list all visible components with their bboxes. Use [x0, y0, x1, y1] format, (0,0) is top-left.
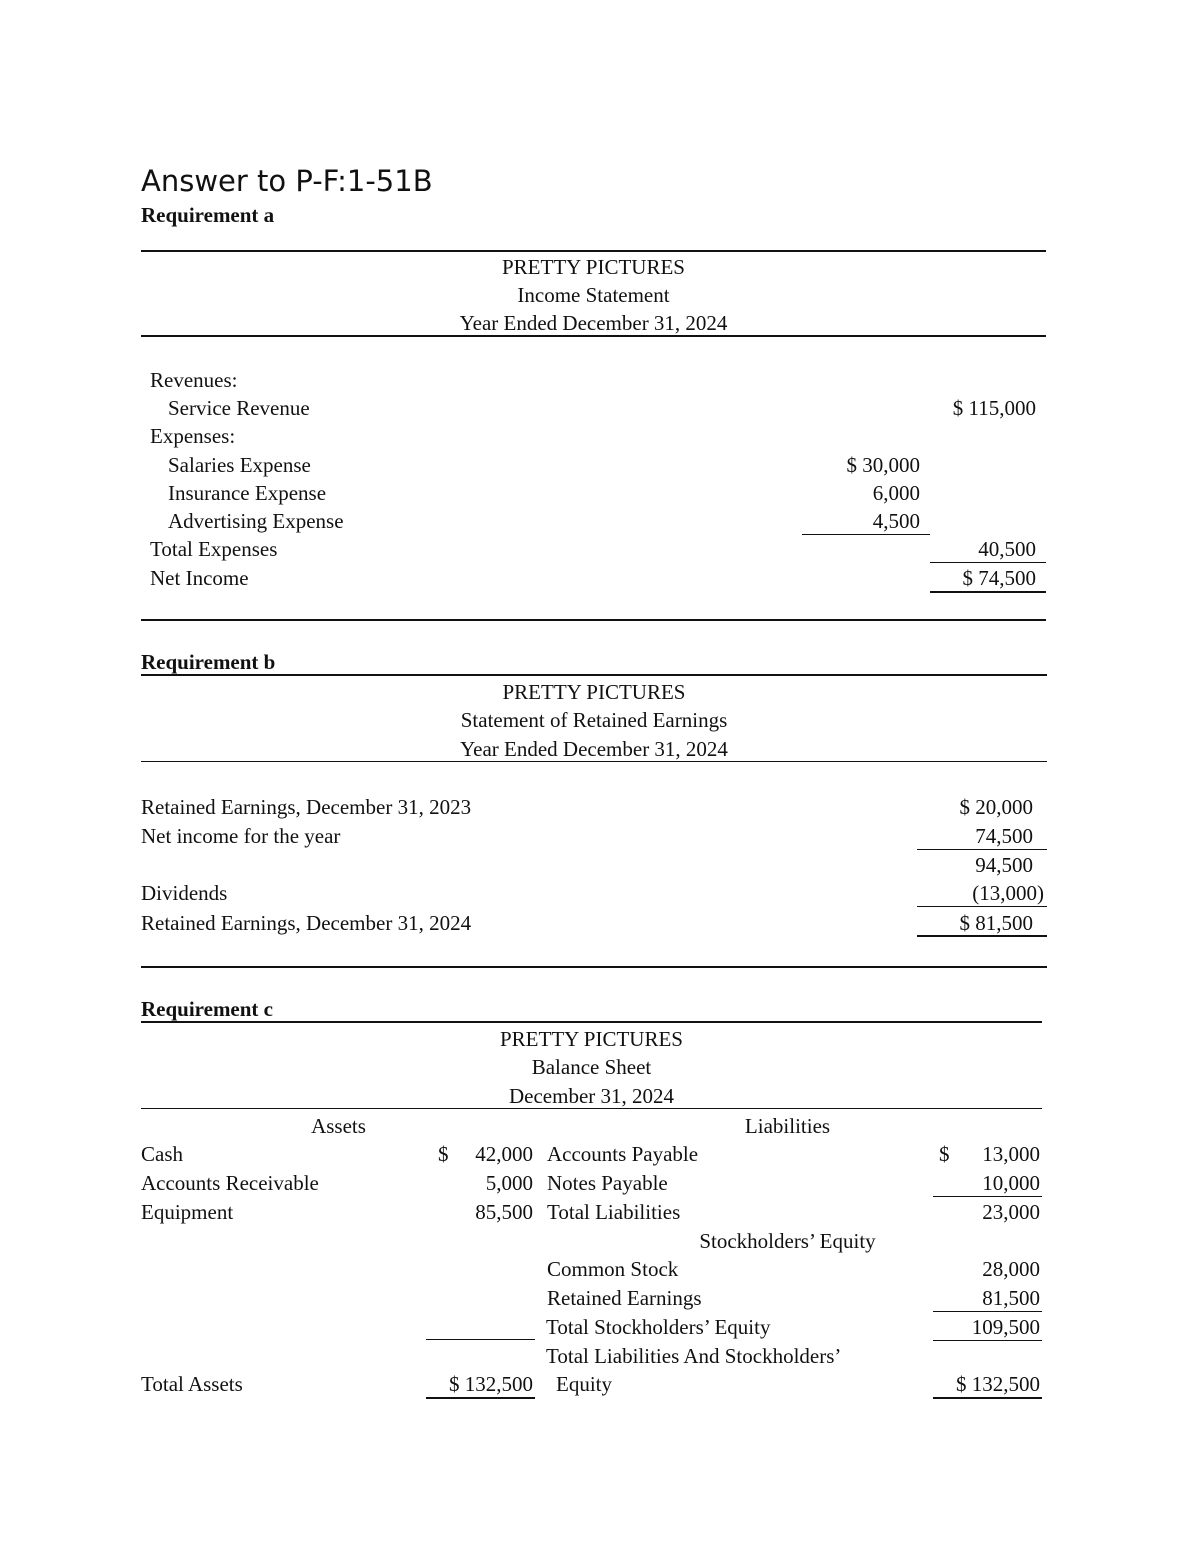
divider [141, 761, 1047, 762]
salaries-expense-value: $ 30,000 [846, 453, 920, 477]
notes-payable-value: 10,000 [982, 1171, 1040, 1195]
service-revenue-value: $ 115,000 [952, 396, 1036, 420]
total-assets-value: $ 132,500 [449, 1372, 533, 1396]
accounts-payable-dollar: $ [939, 1142, 950, 1166]
stockholders-equity-header: Stockholders’ Equity [699, 1229, 876, 1253]
revenues-label: Revenues: [150, 368, 238, 392]
common-stock-value: 28,000 [982, 1257, 1040, 1281]
advertising-expense-label: Advertising Expense [168, 509, 344, 533]
net-income-value: 74,500 [975, 824, 1033, 848]
divider [141, 674, 1047, 676]
retained-earnings-end-label: Retained Earnings, December 31, 2024 [141, 911, 472, 935]
total-underline [930, 562, 1046, 563]
total-liabilities-equity-label-line1: Total Liabilities And Stockholders’ [546, 1344, 842, 1368]
statement-title: Income Statement [517, 283, 670, 307]
assets-double-underline [426, 1397, 535, 1399]
insurance-expense-label: Insurance Expense [168, 481, 327, 505]
accounts-payable-value: 13,000 [982, 1142, 1040, 1166]
divider [141, 335, 1046, 337]
section-divider [141, 966, 1047, 968]
total-expenses-label: Total Expenses [150, 537, 278, 561]
equipment-value: 85,500 [475, 1200, 533, 1224]
accounts-receivable-label: Accounts Receivable [141, 1171, 319, 1195]
notes-payable-label: Notes Payable [547, 1171, 668, 1195]
subtotal-underline [933, 1196, 1042, 1197]
retained-earnings-end-value: $ 81,500 [959, 911, 1033, 935]
subtotal-underline [933, 1311, 1042, 1312]
accounts-receivable-value: 5,000 [485, 1171, 533, 1195]
page-title: Answer to P-F:1-51B [141, 164, 433, 198]
statement-title: Balance Sheet [531, 1055, 652, 1079]
retained-earnings-begin-label: Retained Earnings, December 31, 2023 [141, 795, 472, 819]
double-underline [917, 935, 1047, 937]
equipment-label: Equipment [141, 1200, 234, 1224]
total-liabilities-equity-value: $ 132,500 [956, 1372, 1040, 1396]
subtotal-underline [917, 849, 1047, 850]
advertising-expense-value: 4,500 [872, 509, 920, 533]
company-name: PRETTY PICTURES [502, 680, 686, 704]
dividends-value: (13,000) [972, 881, 1044, 905]
statement-date: December 31, 2024 [508, 1084, 675, 1108]
expenses-label: Expenses: [150, 424, 236, 448]
total-liabilities-label: Total Liabilities [547, 1200, 681, 1224]
net-income-label: Net Income [150, 566, 249, 590]
assets-header: Assets [311, 1114, 366, 1138]
cash-value: 42,000 [475, 1142, 533, 1166]
liabilities-header: Liabilities [744, 1114, 831, 1138]
total-assets-label: Total Assets [141, 1372, 243, 1396]
total-stockholders-equity-value: 109,500 [971, 1315, 1040, 1339]
net-income-value: $ 74,500 [962, 566, 1036, 590]
statement-title: Statement of Retained Earnings [460, 708, 728, 732]
accounts-payable-label: Accounts Payable [547, 1142, 699, 1166]
common-stock-label: Common Stock [547, 1257, 679, 1281]
divider [141, 1108, 1042, 1109]
statement-period: Year Ended December 31, 2024 [459, 311, 728, 335]
statement-period: Year Ended December 31, 2024 [460, 737, 728, 761]
requirement-b-heading: Requirement b [141, 650, 276, 674]
divider [141, 1021, 1042, 1023]
divider [141, 250, 1046, 252]
total-underline [917, 906, 1047, 907]
service-revenue-label: Service Revenue [168, 396, 310, 420]
total-liabilities-value: 23,000 [982, 1200, 1040, 1224]
total-stockholders-equity-label: Total Stockholders’ Equity [546, 1315, 771, 1339]
section-divider [141, 619, 1046, 621]
cash-label: Cash [141, 1142, 183, 1166]
insurance-expense-value: 6,000 [872, 481, 920, 505]
requirement-c-heading: Requirement c [141, 997, 273, 1021]
requirement-a-heading: Requirement a [141, 203, 275, 227]
dividends-label: Dividends [141, 881, 228, 905]
retained-earnings-begin-value: $ 20,000 [959, 795, 1033, 819]
net-income-label: Net income for the year [141, 824, 341, 848]
company-name: PRETTY PICTURES [502, 255, 685, 279]
cash-dollar: $ [438, 1142, 449, 1166]
total-expenses-value: 40,500 [978, 537, 1036, 561]
double-underline [930, 591, 1046, 593]
salaries-expense-label: Salaries Expense [168, 453, 311, 477]
company-name: PRETTY PICTURES [500, 1027, 683, 1051]
subtotal-value: 94,500 [975, 853, 1033, 877]
total-underline [933, 1340, 1042, 1341]
liabilities-double-underline [933, 1397, 1042, 1399]
assets-subtotal-underline [426, 1339, 535, 1340]
retained-earnings-label: Retained Earnings [547, 1286, 702, 1310]
total-liabilities-equity-label-line2: Equity [556, 1372, 612, 1396]
retained-earnings-value: 81,500 [982, 1286, 1040, 1310]
